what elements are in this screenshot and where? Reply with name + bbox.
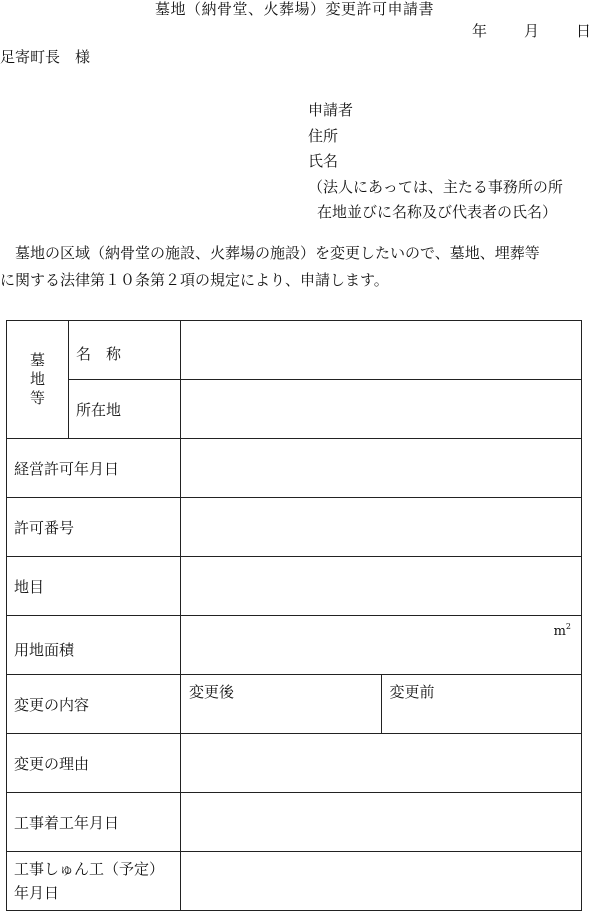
location-label: 所在地 [69, 380, 181, 439]
group-char-2: 地 [29, 370, 45, 388]
permit-number-label: 許可番号 [7, 498, 181, 557]
after-label: 変更後 [189, 683, 235, 701]
group-char-1: 墓 [29, 351, 45, 369]
applicant-heading: 申請者 [308, 101, 354, 119]
land-category-field[interactable] [181, 557, 582, 616]
completion-field[interactable] [181, 852, 582, 911]
site-area-label: 用地面積 [7, 616, 181, 675]
construction-start-label: 工事着工年月日 [7, 793, 181, 852]
change-content-label: 変更の内容 [7, 675, 181, 734]
area-unit-sup: 2 [565, 622, 571, 631]
name-label: 名 称 [69, 321, 181, 380]
before-label: 変更前 [389, 683, 435, 701]
applicant-note-line1: （法人にあっては、主たる事務所の所 [308, 177, 563, 196]
table-row [7, 498, 582, 557]
applicant-name-label: 氏名 [308, 152, 339, 170]
completion-label-line2: 年月日 [14, 884, 60, 902]
date-line [472, 24, 591, 39]
body-text [0, 240, 589, 294]
after-field[interactable] [181, 675, 382, 733]
land-category-label: 地目 [7, 557, 181, 616]
applicant-address-label: 住所 [308, 126, 339, 145]
table-row [7, 616, 582, 675]
table-row [7, 852, 582, 911]
document-title: 墓地（納骨堂、火葬場）変更許可申請書 [154, 0, 434, 18]
application-form-table [6, 320, 582, 911]
completion-label [7, 852, 181, 911]
location-field[interactable] [181, 380, 582, 439]
permit-date-label: 経営許可年月日 [7, 439, 181, 498]
permit-number-field[interactable] [181, 498, 582, 557]
permit-date-field[interactable] [181, 439, 582, 498]
date-day: 日 [576, 22, 591, 40]
table-row [7, 321, 582, 380]
name-field[interactable] [181, 321, 582, 380]
table-row [7, 675, 582, 734]
date-month: 月 [524, 22, 540, 40]
table-row [7, 380, 582, 439]
completion-label-line1: 工事しゅん工（予定） [14, 860, 165, 878]
site-area-field[interactable] [181, 616, 582, 675]
body-line-1: 墓地の区域（納骨堂の施設、火葬場の施設）を変更したいので、墓地、埋葬等 [15, 244, 540, 262]
cemetery-group-label [7, 321, 69, 439]
body-line-2: に関する法律第１０条第２項の規定により、申請します。 [0, 271, 389, 289]
table-row [7, 793, 582, 852]
table-row [7, 557, 582, 616]
change-content-cell [181, 675, 582, 734]
applicant-note-line2: 在地並びに名称及び代表者の氏名） [317, 203, 558, 221]
date-year: 年 [472, 22, 488, 40]
change-reason-field[interactable] [181, 734, 582, 793]
addressee: 足寄町長 様 [0, 48, 91, 66]
table-row [7, 439, 582, 498]
area-unit-base: m [553, 624, 566, 639]
construction-start-field[interactable] [181, 793, 582, 852]
change-reason-label: 変更の理由 [7, 734, 181, 793]
area-unit [554, 622, 571, 639]
before-field[interactable] [382, 675, 582, 733]
group-char-3: 等 [29, 389, 45, 407]
table-row [7, 734, 582, 793]
applicant-block [308, 98, 583, 226]
